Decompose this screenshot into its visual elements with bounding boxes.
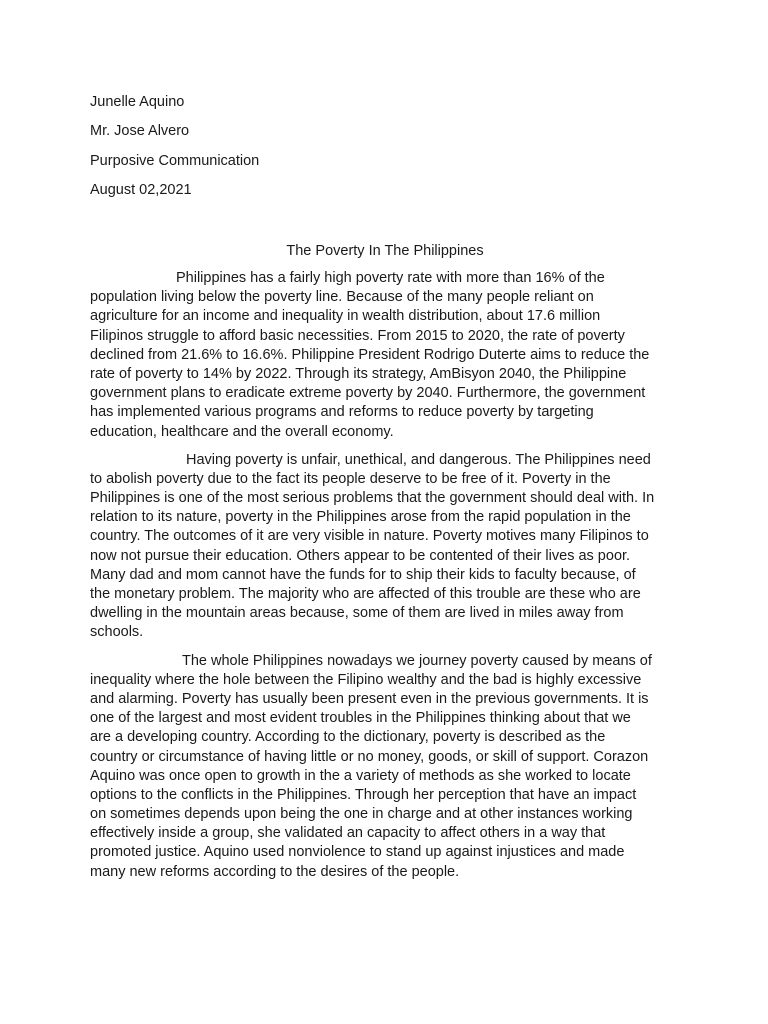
document-body — [90, 269, 682, 891]
instructor-name: Mr. Jose Alvero — [90, 123, 190, 140]
paragraph-line: agriculture for an income and inequality in wealth distribution, about 17.6 million — [90, 308, 601, 325]
paragraph-line: rate of poverty to 14% by 2022. Through its strategy, AmBisyon 2040, the Philippine — [90, 365, 627, 382]
paragraph-line: population living below the poverty line. Because of the many people reliant on — [90, 289, 594, 306]
paragraph-line: education, healthcare and the overall economy. — [90, 423, 394, 440]
paragraph-line: The whole Philippines nowadays we journey poverty caused by means of — [182, 652, 652, 669]
author-name: Junelle Aquino — [90, 94, 185, 110]
paragraph-line: Philippines has a fairly high poverty rate with more than 16% of the — [176, 270, 605, 286]
paragraph-line: Many dad and mom cannot have the funds for to ship their kids to faculty because, of — [90, 566, 636, 583]
paragraph-line: dwelling in the mountain areas because, some of them are lived in miles away from — [90, 605, 624, 622]
paragraph-line: effectively inside a group, she validated an capacity to affect others in a way that — [90, 825, 606, 842]
paragraph-line: Having poverty is unfair, unethical, and dangerous. The Philippines need — [186, 451, 651, 468]
paragraph-line: the monetary problem. The majority who are affected of this trouble are these who are — [90, 586, 641, 602]
paragraph-line: relation to its nature, poverty in the Philippines arose from the rapid population in the — [90, 509, 631, 526]
paragraph-line: Filipinos struggle to afford basic necessities. From 2015 to 2020, the rate of poverty — [90, 327, 625, 344]
paragraph-line: now not pursue their education. Others appear to be contented of their lives as poor. — [90, 547, 631, 564]
paragraph-line: Philippines is one of the most serious problems that the government should deal with. In — [90, 490, 655, 507]
paragraph-1 — [90, 269, 682, 442]
paragraph-line: on sometimes depends upon being the one in charge and at other instances working — [90, 806, 633, 823]
paragraph-line: government plans to eradicate extreme poverty by 2040. Furthermore, the government — [90, 385, 646, 402]
paragraph-line: country. The outcomes of it are very visible in nature. Poverty motives many Filipinos to — [90, 528, 649, 545]
paragraph-line: options to the conflicts in the Philippines. Through her perception that have an impact — [90, 786, 637, 803]
paragraph-line: promoted justice. Aquino used nonviolence to stand up against injustices and made — [90, 844, 625, 861]
document-header — [90, 92, 690, 209]
document-title: The Poverty In The Philippines — [286, 243, 484, 259]
paragraph-line: many new reforms according to the desires of the people. — [90, 863, 460, 880]
course-name: Purposive Communication — [90, 152, 260, 169]
paragraph-line: schools. — [90, 624, 144, 641]
paragraph-line: to abolish poverty due to the fact its people deserve to be free of it. Poverty in the — [90, 470, 611, 487]
paragraph-line: one of the largest and most evident troubles in the Philippines thinking about that we — [90, 710, 631, 727]
paragraph-2 — [90, 451, 682, 643]
paragraph-line: country or circumstance of having little or no money, goods, or skill of support. Corazon — [90, 748, 649, 765]
paragraph-3 — [90, 652, 682, 882]
document-date: August 02,2021 — [90, 181, 192, 198]
paragraph-line: declined from 21.6% to 16.6%. Philippine President Rodrigo Duterte aims to reduce the — [90, 346, 650, 363]
paragraph-line: and alarming. Poverty has usually been present even in the previous governments. It is — [90, 690, 649, 707]
paragraph-line: Aquino was once open to growth in the a variety of methods as she worked to locate — [90, 767, 631, 784]
paragraph-line: are a developing country. According to the dictionary, poverty is described as the — [90, 729, 606, 746]
paragraph-line: inequality where the hole between the Filipino wealthy and the bad is highly excessive — [90, 671, 642, 688]
paragraph-line: has implemented various programs and reforms to reduce poverty by targeting — [90, 404, 594, 421]
